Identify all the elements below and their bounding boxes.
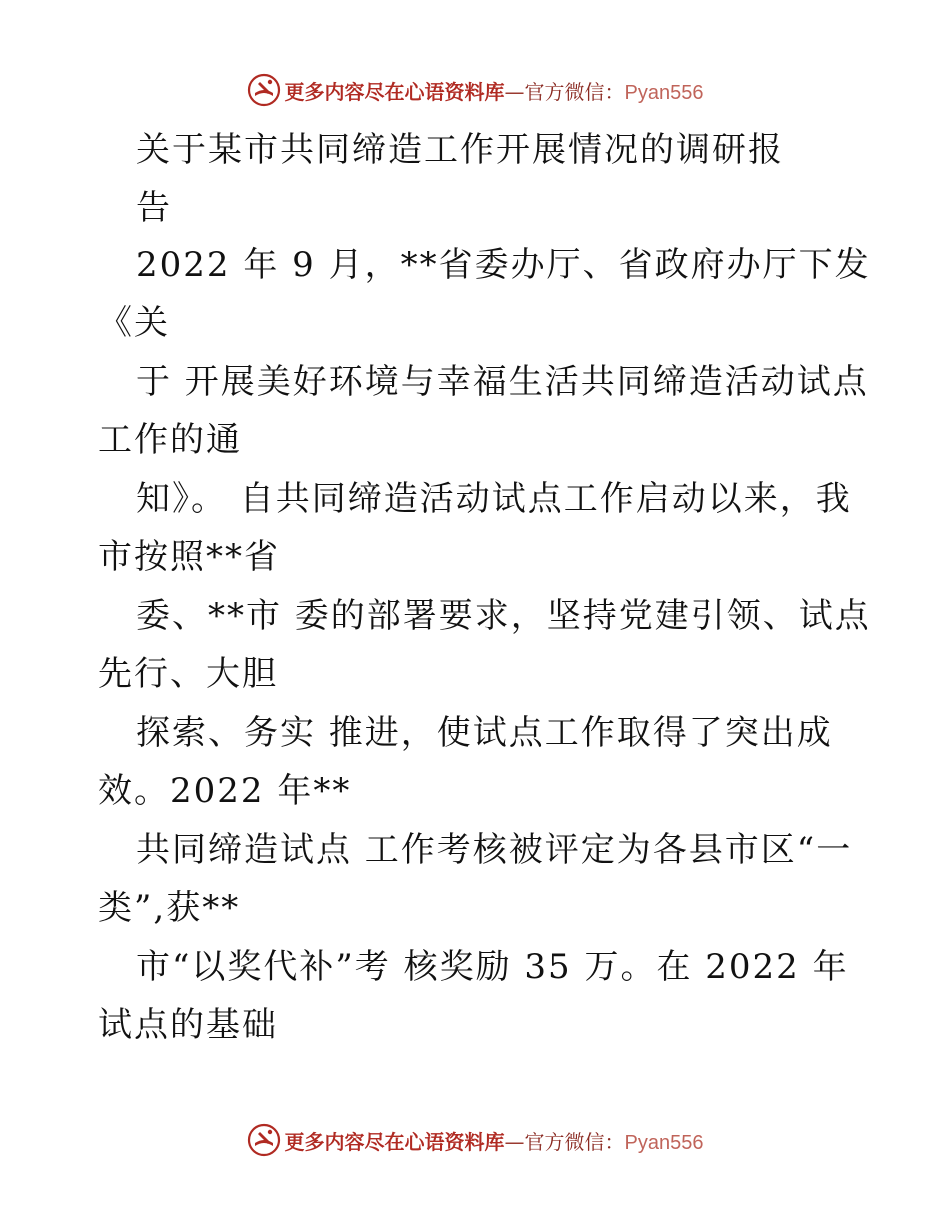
watermark-separator: — bbox=[504, 1129, 525, 1154]
watermark-id: Pyan556 bbox=[624, 1131, 704, 1154]
watermark-main: 更多内容尽在心语资料库 bbox=[284, 1129, 505, 1154]
watermark-label: 官方微信： bbox=[524, 79, 625, 104]
doc-line: 《关 bbox=[98, 303, 170, 343]
watermark-text bbox=[285, 76, 704, 105]
doc-line: 探索、务实 推进，使试点工作取得了突出成 bbox=[136, 713, 833, 753]
doc-line: 2022 年 9 月，**省委办厅、省政府办厅下发 bbox=[136, 245, 871, 285]
doc-line: 于 开展美好环境与幸福生活共同缔造活动试点 bbox=[136, 362, 869, 402]
doc-line: 委、**市 委的部署要求，坚持党建引领、试点 bbox=[136, 596, 871, 636]
watermark-id: Pyan556 bbox=[624, 81, 704, 104]
doc-line: 共同缔造试点 工作考核被评定为各县市区“一 bbox=[136, 830, 853, 870]
watermark-separator: — bbox=[504, 79, 525, 104]
doc-line: 先行、大胆 bbox=[98, 654, 278, 694]
watermark-label: 官方微信： bbox=[524, 1129, 625, 1154]
doc-title-line-2: 告 bbox=[136, 188, 172, 228]
footer-watermark bbox=[0, 1118, 950, 1162]
doc-line: 市“以奖代补”考 核奖励 35 万。在 2022 年 bbox=[136, 947, 849, 987]
doc-line: 类”,获** bbox=[98, 888, 241, 928]
doc-line: 知》。 自共同缔造活动试点工作启动以来，我 bbox=[136, 479, 852, 519]
doc-line: 工作的通 bbox=[98, 420, 242, 460]
doc-line: 试点的基础 bbox=[98, 1005, 278, 1045]
doc-title-line-1: 关于某市共同缔造工作开展情况的调研报 bbox=[136, 130, 784, 170]
book-pen-logo-icon bbox=[247, 1123, 281, 1157]
watermark-text bbox=[285, 1126, 704, 1155]
doc-line: 市按照**省 bbox=[98, 537, 280, 577]
header-watermark bbox=[0, 68, 950, 112]
watermark-main: 更多内容尽在心语资料库 bbox=[284, 79, 505, 104]
doc-line: 效。2022 年** bbox=[98, 771, 352, 811]
book-pen-logo-icon bbox=[247, 73, 281, 107]
